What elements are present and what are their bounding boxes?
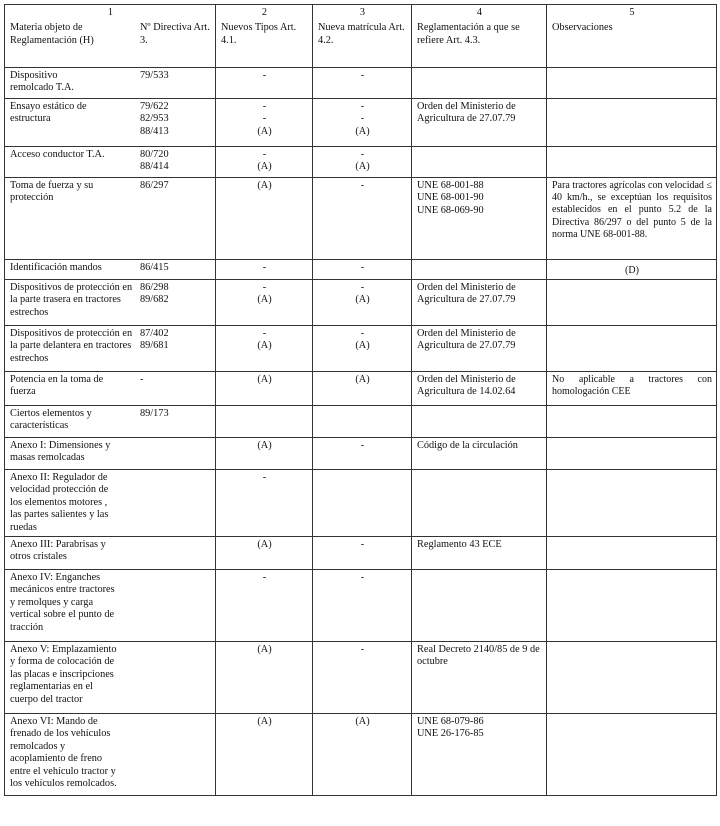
cell-observaciones xyxy=(547,178,717,260)
col5-label: Observaciones xyxy=(552,22,613,34)
nuevos-tipos-value: (A) xyxy=(257,161,272,173)
cell-nueva-matricula xyxy=(313,326,412,372)
directiva-number: 86/298 xyxy=(140,282,169,293)
table-row xyxy=(5,280,717,326)
cell-observaciones xyxy=(547,537,717,570)
cell-nueva-matricula xyxy=(313,178,412,260)
directiva-list xyxy=(140,101,211,138)
col1-materia-label: Materia objeto de Reglamentación (H) xyxy=(10,22,94,46)
cell-nueva-matricula xyxy=(313,147,412,178)
materia-text: Ensayo estático de estructura xyxy=(10,101,87,125)
directiva-number: - xyxy=(140,374,144,385)
cell-materia-directiva xyxy=(5,714,216,796)
cell-nuevos-tipos xyxy=(216,68,313,99)
cell-nueva-matricula xyxy=(313,470,412,537)
cell-nueva-matricula xyxy=(313,99,412,147)
reglamentacion-text: Orden del Ministerio de Agricultura de 27.07.79 xyxy=(417,328,516,352)
nuevos-tipos-value: - xyxy=(262,262,267,273)
cell-reglamentacion xyxy=(412,537,547,570)
table-row xyxy=(5,714,717,796)
nueva-matricula-value: - xyxy=(360,644,365,656)
table-row xyxy=(5,406,717,438)
cell-reglamentacion xyxy=(412,99,547,147)
cell-reglamentacion xyxy=(412,438,547,470)
cell-reglamentacion xyxy=(412,406,547,438)
nueva-matricula-value: - xyxy=(360,328,365,339)
directiva-list xyxy=(140,572,211,634)
cell-materia-directiva xyxy=(5,372,216,406)
directiva-list xyxy=(140,539,211,564)
cell-materia-directiva xyxy=(5,68,216,99)
cell-nueva-matricula xyxy=(313,68,412,99)
cell-nueva-matricula xyxy=(313,438,412,470)
cell-observaciones xyxy=(547,260,717,280)
cell-materia-directiva xyxy=(5,178,216,260)
directiva-list xyxy=(140,374,211,399)
materia-text: Dispositivos de protección en la parte trasera en tractores estrechos xyxy=(10,282,133,318)
directiva-list xyxy=(140,472,211,534)
nueva-matricula-value: (A) xyxy=(355,340,370,352)
directiva-number: 79/622 xyxy=(140,101,169,112)
cell-reglamentacion xyxy=(412,326,547,372)
observaciones-text: Para tractores agrícolas con velocidad ≤ 40 km/h., se exceptúan los requisitos establecidos en el punto 5.2 de la Directiva 86/297 o del punto 5 de la norma UNE 68-001-88. xyxy=(552,180,712,240)
col2-label: Nuevos Tipos Art. 4.1. xyxy=(221,22,297,46)
nueva-matricula-value: - xyxy=(360,539,365,551)
materia-text: Acceso conductor T.A. xyxy=(10,149,105,160)
table-row xyxy=(5,570,717,642)
cell-nueva-matricula xyxy=(313,714,412,796)
cell-nueva-matricula xyxy=(313,406,412,438)
reglamentacion-text: UNE 68-001-90 xyxy=(417,192,484,204)
materia-text: Anexo VI: Mando de frenado de los vehículos remolcados y acoplamiento de freno entre el vehículo tractor y los vehículos remolcados. xyxy=(10,716,117,790)
reglamentacion-text: Real Decreto 2140/85 de 9 de octubre xyxy=(417,644,540,668)
col3-number: 3 xyxy=(359,7,366,18)
table-row xyxy=(5,642,717,714)
col2-number: 2 xyxy=(261,7,268,18)
nuevos-tipos-value: - xyxy=(262,101,267,112)
cell-reglamentacion xyxy=(412,570,547,642)
directiva-number: 88/413 xyxy=(140,125,169,137)
cell-nuevos-tipos xyxy=(216,147,313,178)
table-row xyxy=(5,326,717,372)
nuevos-tipos-value: (A) xyxy=(257,644,272,656)
cell-reglamentacion xyxy=(412,470,547,537)
cell-nuevos-tipos xyxy=(216,570,313,642)
directiva-list xyxy=(140,328,211,365)
nueva-matricula-value: (A) xyxy=(355,716,370,728)
nueva-matricula-value: - xyxy=(360,572,365,584)
nueva-matricula-value: - xyxy=(360,282,365,293)
materia-text: Anexo II: Regulador de velocidad protección de los elementos motores , las partes salientes y las ruedas xyxy=(10,472,109,533)
nuevos-tipos-value: - xyxy=(262,149,267,160)
table-row xyxy=(5,438,717,470)
nuevos-tipos-value: (A) xyxy=(257,180,272,191)
directiva-number: 79/533 xyxy=(140,70,169,81)
nuevos-tipos-value: (A) xyxy=(257,539,272,551)
cell-observaciones xyxy=(547,406,717,438)
header-col1 xyxy=(5,5,216,68)
cell-reglamentacion xyxy=(412,68,547,99)
directiva-list xyxy=(140,180,211,205)
reglamentacion-text: Código de la circulación xyxy=(417,440,518,451)
cell-nueva-matricula xyxy=(313,372,412,406)
header-col5 xyxy=(547,5,717,68)
table-row xyxy=(5,147,717,178)
table-row xyxy=(5,260,717,280)
directiva-list xyxy=(140,282,211,319)
nuevos-tipos-value: (A) xyxy=(257,125,272,137)
col5-number: 5 xyxy=(629,7,635,18)
cell-materia-directiva xyxy=(5,99,216,147)
cell-observaciones xyxy=(547,570,717,642)
materia-text: Potencia en la toma de fuerza xyxy=(10,374,104,398)
cell-nueva-matricula xyxy=(313,537,412,570)
nuevos-tipos-value: - xyxy=(262,328,267,339)
materia-text: Dispositivos de protección en la parte delantera en tractores estrechos xyxy=(10,328,133,364)
directiva-number: 86/297 xyxy=(140,180,169,191)
cell-reglamentacion xyxy=(412,714,547,796)
nueva-matricula-value: - xyxy=(360,149,365,160)
cell-nuevos-tipos xyxy=(216,326,313,372)
reglamentacion-text: Reglamento 43 ECE xyxy=(417,539,502,551)
reglamentacion-text: UNE 68-001-88 xyxy=(417,180,484,191)
cell-nuevos-tipos xyxy=(216,406,313,438)
col1-number: 1 xyxy=(107,7,114,18)
nueva-matricula-value: - xyxy=(360,70,365,81)
materia-text: Dispositivo remolcado T.A. xyxy=(10,70,74,94)
nueva-matricula-value: (A) xyxy=(355,374,370,385)
cell-nueva-matricula xyxy=(313,570,412,642)
header-col4 xyxy=(412,5,547,68)
nuevos-tipos-value: - xyxy=(262,70,267,81)
directiva-list xyxy=(140,644,211,706)
nueva-matricula-value: - xyxy=(360,262,365,273)
cell-reglamentacion xyxy=(412,178,547,260)
cell-observaciones xyxy=(547,147,717,178)
cell-reglamentacion xyxy=(412,147,547,178)
reglamentacion-text: UNE 68-069-90 xyxy=(417,204,484,216)
observaciones-text: (D) xyxy=(625,264,639,276)
nueva-matricula-value: (A) xyxy=(355,294,370,306)
directiva-number: 89/682 xyxy=(140,294,169,306)
header-col3 xyxy=(313,5,412,68)
cell-materia-directiva xyxy=(5,438,216,470)
cell-observaciones xyxy=(547,714,717,796)
nueva-matricula-value: (A) xyxy=(355,161,370,173)
cell-observaciones xyxy=(547,326,717,372)
observaciones-text: No aplicable a tractores con homologación CEE xyxy=(552,374,712,398)
table-row xyxy=(5,470,717,537)
cell-nuevos-tipos xyxy=(216,438,313,470)
cell-reglamentacion xyxy=(412,642,547,714)
table-row xyxy=(5,68,717,99)
materia-text: Anexo V: Emplazamiento y forma de colocación de las placas e inscripciones reglamentarias en el cuerpo del tractor xyxy=(10,644,117,705)
nuevos-tipos-value: (A) xyxy=(257,440,272,451)
nuevos-tipos-value: - xyxy=(262,472,267,483)
reglamentacion-text: UNE 68-079-86 xyxy=(417,716,484,728)
nuevos-tipos-value: (A) xyxy=(257,374,272,385)
cell-nueva-matricula xyxy=(313,280,412,326)
directiva-number: 89/173 xyxy=(140,408,169,419)
col3-label: Nueva matrícula Art. 4.2. xyxy=(318,22,405,46)
col4-number: 4 xyxy=(476,7,483,18)
reglamentacion-text: Orden del Ministerio de Agricultura de 27.07.79 xyxy=(417,282,516,306)
cell-reglamentacion xyxy=(412,260,547,280)
cell-materia-directiva xyxy=(5,326,216,372)
cell-nuevos-tipos xyxy=(216,280,313,326)
cell-observaciones xyxy=(547,280,717,326)
table-row xyxy=(5,372,717,406)
reglamentacion-text: Orden del Ministerio de Agricultura de 14.02.64 xyxy=(417,374,516,398)
table-row xyxy=(5,178,717,260)
directiva-number: 88/414 xyxy=(140,161,169,173)
directiva-list xyxy=(140,440,211,465)
regulation-table xyxy=(4,4,717,796)
cell-observaciones xyxy=(547,642,717,714)
directiva-number: 82/953 xyxy=(140,113,169,125)
col1-directiva-label: Nº Directiva Art. 3. xyxy=(140,22,210,46)
materia-text: Toma de fuerza y su protección xyxy=(10,180,94,204)
directiva-list xyxy=(140,149,211,174)
materia-text: Anexo IV: Enganches mecánicos entre tractores y remolques y carga vertical sobre el punto de tracción xyxy=(10,572,115,633)
cell-reglamentacion xyxy=(412,372,547,406)
cell-nuevos-tipos xyxy=(216,178,313,260)
nuevos-tipos-value: (A) xyxy=(257,294,272,306)
directiva-number: 80/720 xyxy=(140,149,169,160)
directiva-list xyxy=(140,70,211,95)
cell-nuevos-tipos xyxy=(216,537,313,570)
cell-nuevos-tipos xyxy=(216,642,313,714)
nuevos-tipos-value: - xyxy=(262,282,267,293)
nueva-matricula-value: - xyxy=(360,101,365,112)
nueva-matricula-value: - xyxy=(360,180,365,191)
directiva-number: 87/402 xyxy=(140,328,169,339)
materia-text: Anexo III: Parabrisas y otros cristales xyxy=(10,539,106,563)
cell-nuevos-tipos xyxy=(216,714,313,796)
nueva-matricula-value: - xyxy=(360,440,365,451)
reglamentacion-text: UNE 26-176-85 xyxy=(417,728,484,740)
directiva-list xyxy=(140,262,211,274)
cell-nueva-matricula xyxy=(313,642,412,714)
reglamentacion-text: Orden del Ministerio de Agricultura de 27.07.79 xyxy=(417,101,516,125)
cell-nuevos-tipos xyxy=(216,470,313,537)
header-col2 xyxy=(216,5,313,68)
cell-observaciones xyxy=(547,68,717,99)
cell-observaciones xyxy=(547,470,717,537)
directiva-number: 89/681 xyxy=(140,340,169,352)
nuevos-tipos-value: - xyxy=(262,113,267,125)
cell-materia-directiva xyxy=(5,537,216,570)
cell-observaciones xyxy=(547,99,717,147)
directiva-number: 86/415 xyxy=(140,262,169,273)
nueva-matricula-value: (A) xyxy=(355,125,370,137)
cell-nueva-matricula xyxy=(313,260,412,280)
cell-nuevos-tipos xyxy=(216,260,313,280)
cell-materia-directiva xyxy=(5,147,216,178)
materia-text: Identificación mandos xyxy=(10,262,102,273)
materia-text: Anexo I: Dimensiones y masas remolcadas xyxy=(10,440,111,464)
table-row xyxy=(5,537,717,570)
directiva-list xyxy=(140,408,211,433)
nueva-matricula-value: - xyxy=(360,113,365,125)
table-row xyxy=(5,99,717,147)
nuevos-tipos-value: (A) xyxy=(257,716,272,728)
materia-text: Ciertos elementos y características xyxy=(10,408,92,432)
cell-observaciones xyxy=(547,438,717,470)
cell-observaciones xyxy=(547,372,717,406)
header-row xyxy=(5,5,717,68)
col4-label: Reglamentación a que se refiere Art. 4.3. xyxy=(417,22,520,46)
cell-materia-directiva xyxy=(5,470,216,537)
cell-nuevos-tipos xyxy=(216,372,313,406)
nuevos-tipos-value: (A) xyxy=(257,340,272,352)
cell-materia-directiva xyxy=(5,570,216,642)
cell-materia-directiva xyxy=(5,406,216,438)
cell-materia-directiva xyxy=(5,642,216,714)
nuevos-tipos-value: - xyxy=(262,572,267,584)
directiva-list xyxy=(140,716,211,790)
cell-reglamentacion xyxy=(412,280,547,326)
cell-materia-directiva xyxy=(5,280,216,326)
table-body xyxy=(5,68,717,796)
cell-materia-directiva xyxy=(5,260,216,280)
cell-nuevos-tipos xyxy=(216,99,313,147)
